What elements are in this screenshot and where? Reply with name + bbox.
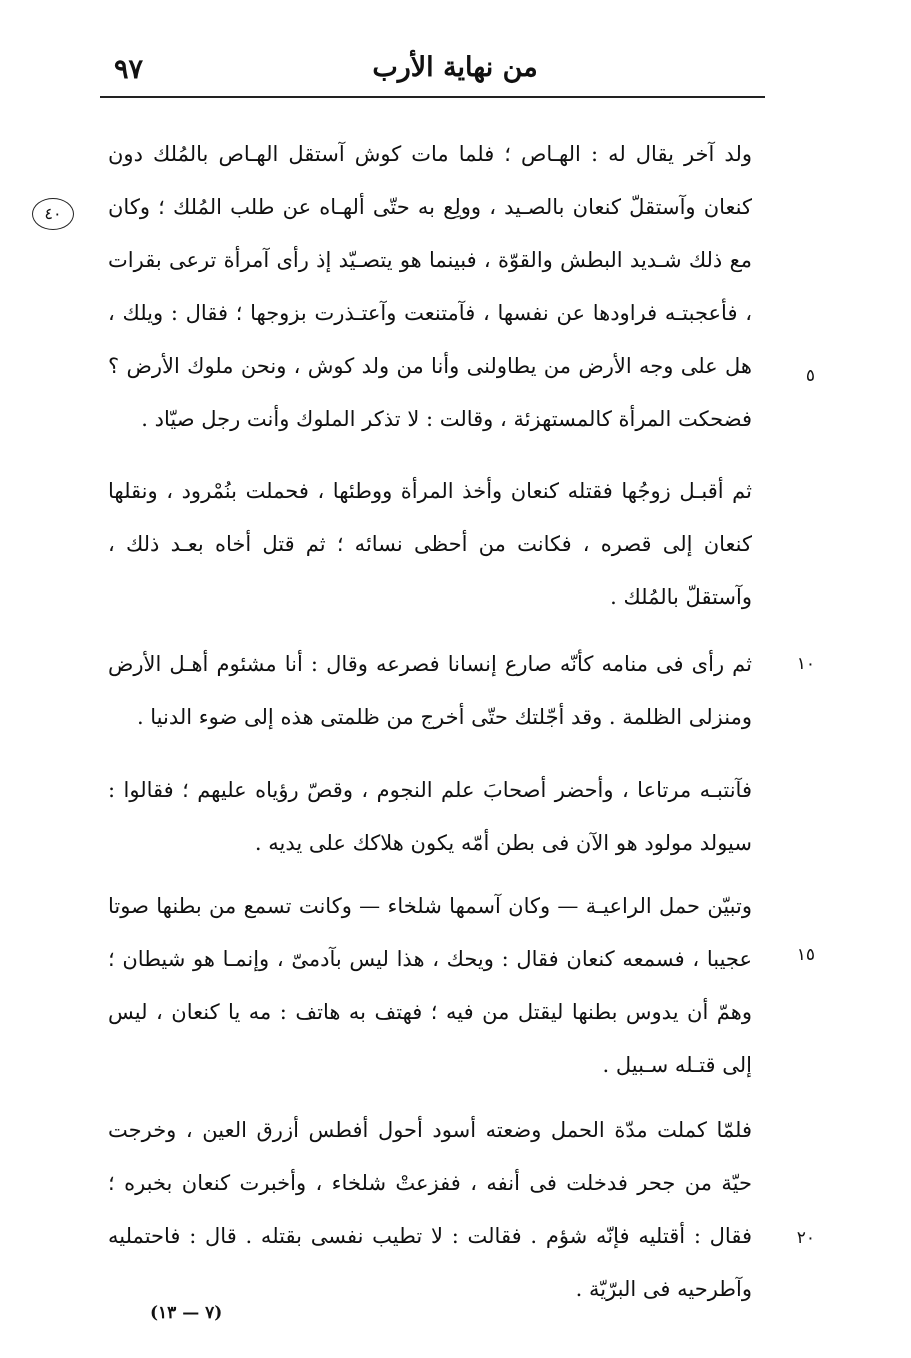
margin-note-mark: ٤٠: [32, 198, 74, 230]
paragraph-4: فآنتبـه مرتاعا ، وأحضر أصحابَ علم النجوم ، وقصّ رؤياه عليهم ؛ فقالوا : سيولد مولود هو الآن فى بطن أمّه يكون هلاكك على يديه .: [108, 778, 752, 855]
running-header-title: من نهاية الأرب: [372, 52, 538, 83]
paragraph-5: وتبيّن حمل الراعيـة — وكان آسمها شلخاء — وكانت تسمع من بطنها صوتا عجيبا ، فسمعه كنعان فقال : ويحك ، هذا ليس بآدمىّ ، وإنمـا هو شيطان ؛ وهمّ أن يدوس بطنها ليقتل من فيه ؛ فهتف به هاتف : مه يا كنعان ، ليس إلى قتـله سـبيل .: [108, 894, 752, 1077]
paragraph-2: ثم أقبـل زوجُها فقتله كنعان وأخذ المرأة ووطئها ، فحملت بنُمْرود ، ونقلها كنعان إلى قصره ، فكانت من أحظى نسائه ؛ ثم قتل أخاه بعـد ذلك ، وآستقلّ بالمُلك .: [108, 479, 752, 609]
line-number-10: ١٠: [796, 654, 815, 674]
paragraph-3: ثم رأى فى منامه كأنّه صارع إنسانا فصرعه وقال : أنا مشئوم أهـل الأرض ومنزلى الظلمة . وقد أجّلتك حتّى أخرج من ظلمتى هذه إلى ضوء الدنيا .: [108, 652, 752, 729]
line-number-15: ١٥: [796, 945, 815, 965]
page-number: ٩٧: [114, 54, 144, 85]
line-number-20: ٢٠: [796, 1228, 815, 1248]
header-divider: [100, 96, 765, 98]
line-number-5: ٥: [805, 366, 815, 386]
paragraph-1: ولد آخر يقال له : الهـاص ؛ فلما مات كوش آستقل الهـاص بالمُلك دون كنعان وآستقلّ كنعان بالصـيد ، وولِع به حتّى ألهـاه عن طلب المُلك ؛ وكان مع ذلك شـديد البطش والقوّة ، فبينما هو يتصـيّد إذ رأى آمرأة ترعى بقرات ، فأعجبتـه فراودها عن نفسها ، فآمتنعت وآعتـذرت بزوجها ؛ فقال : ويلك ، هل على وجه الأرض من يطاولنى وأنا من ولد كوش ، ونحن ملوك الأرض ؟ فضحكت المرأة كالمستهزئة ، وقالت : لا تذكر الملوك وأنت رجل صيّاد .: [108, 142, 752, 431]
signature-mark: (٧ — ١٣): [150, 1303, 223, 1323]
paragraph-6: فلمّا كملت مدّة الحمل وضعته أسود أحول أفطس أزرق العين ، وخرجت حيّة من جحر فدخلت فى أنفه ، ففزعتْ شلخاء ، وأخبرت كنعان بخبره ؛ فقال : أقتليه فإنّه شؤم . فقالت : لا تطيب نفسى بقتله . قال : فاحتمليه وآطرحيه فى البرّيّة .: [108, 1118, 752, 1301]
